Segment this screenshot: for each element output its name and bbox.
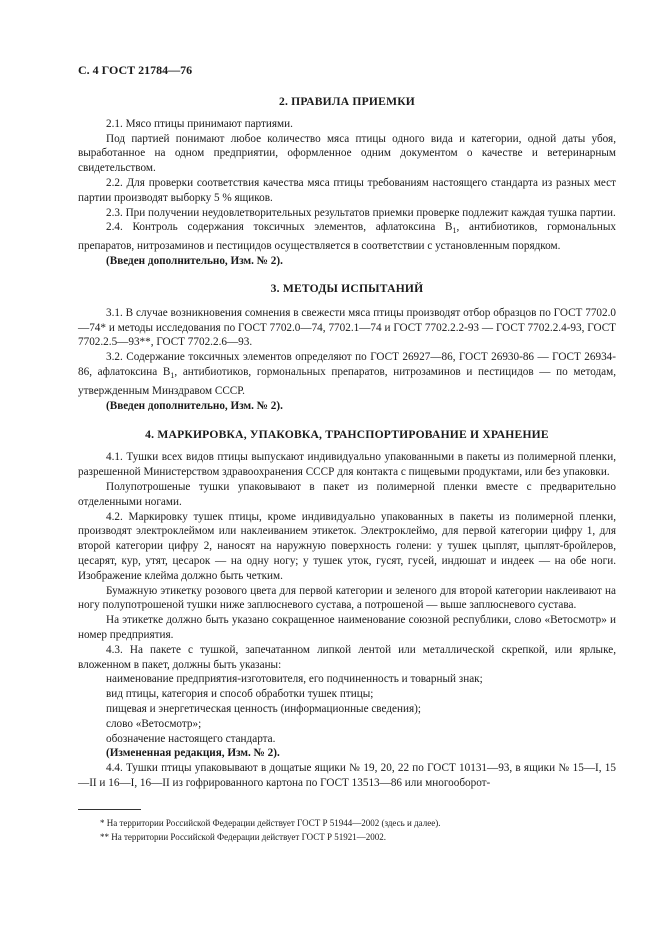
page-body	[78, 94, 616, 791]
paragraph-4-1-b: Полупотрошеные тушки упаковывают в пакет из полимерной пленки вместе с предварительно отделенными ногами.	[78, 481, 616, 508]
section-2-title: 2. ПРАВИЛА ПРИЕМКИ	[278, 95, 416, 108]
section-3-title: 3. МЕТОДЫ ИСПЫТАНИЙ	[270, 282, 424, 295]
edition-note: (Введен дополнительно, Изм. № 2).	[106, 399, 283, 412]
paragraph-4-4: 4.4. Тушки птицы упаковывают в дощатые ящики № 19, 20, 22 по ГОСТ 10131—93, в ящики № 15—I, 15—II и 16—I, 16—II из гофрированного картона по ГОСТ 13513—86 или многооборот-	[78, 762, 616, 789]
footnote-2: ** На территории Российской Федерации действует ГОСТ Р 51921—2002.	[100, 832, 386, 842]
paragraph-4-1: 4.1. Тушки всех видов птицы выпускают индивидуально упакованными в пакеты из полимерной пленки, разрешенной Министерством здравоохранения СССР для контакта с пищевыми продуктами, или без упаковки.	[78, 451, 616, 479]
paragraph-2-2: 2.2. Для проверки соответствия качества мяса птицы требованиям настоящего стандарта из разных мест партии производят выборку 5 % ящиков.	[78, 176, 616, 204]
subscript-1: 1	[170, 371, 175, 381]
paragraph-2-3: 2.3. При получении неудовлетворительных результатов приемки проверке подлежит каждая тушка партии.	[106, 206, 616, 219]
list-item: вид птицы, категория и способ обработки тушек птицы;	[106, 688, 374, 701]
footnote-divider	[78, 809, 141, 810]
paragraph-4-3: 4.3. На пакете с тушкой, запечатанном липкой лентой или металлической скрепкой, или ярлыке, вложенном в пакет, должны быть указаны:	[78, 643, 616, 671]
paragraph-3-1: 3.1. В случае возникновения сомнения в свежести мяса птицы производят отбор образцов по ГОСТ 7702.0—74* и методы исследования по ГОСТ 7702.0—74, 7702.1—74 и ГОСТ 7702.2.2-93 — ГОСТ 7702.2.4-93, ГОСТ 7702.2.5—93**, ГОСТ 7702.2.6—93.	[78, 306, 616, 349]
paragraph-3-2-part-b: , антибиотиков, гормональных препаратов, нитрозаминов и пестицидов — по методам, утвержденным Минздравом СССР.	[78, 365, 616, 398]
page-header: С. 4 ГОСТ 21784—76	[78, 63, 193, 77]
footnote-1: * На территории Российской Федерации действует ГОСТ Р 51944—2002 (здесь и далее).	[100, 818, 441, 828]
list-item: слово «Ветосмотр»;	[106, 717, 202, 730]
paragraph-2-1-def: Под партией понимают любое количество мяса птицы одного вида и категории, одной даты убоя, выработанное на одном предприятии, оформленное одним документом о качестве и ветеринарным свидетельством.	[78, 132, 616, 175]
paragraph-3-2-part-a: 3.2. Содержание токсичных элементов определяют по ГОСТ 26927—86, ГОСТ 26930-86 — ГОСТ 26934-86, афлатоксина B	[78, 351, 616, 378]
paragraph-4-2-c: На этикетке должно быть указано сокращенное наименование союзной республики, слово «Ветосмотр» и номер предприятия.	[78, 614, 616, 641]
paragraph-3-2	[78, 350, 616, 399]
list-item: обозначение настоящего стандарта.	[106, 732, 276, 745]
paragraph-2-4-part-b: , антибиотиков, гормональных препаратов, нитрозаминов и пестицидов осуществляется в соответствии с установленным порядком.	[78, 221, 616, 253]
paragraph-2-4	[78, 220, 616, 254]
section-4-title: 4. МАРКИРОВКА, УПАКОВКА, ТРАНСПОРТИРОВАНИЕ И ХРАНЕНИЕ	[145, 427, 549, 441]
edition-note: (Введен дополнительно, Изм. № 2).	[106, 255, 283, 268]
paragraph-4-2: 4.2. Маркировку тушек птицы, кроме индивидуально упакованных в пакеты из полимерной пленки, производят электроклеймом или наклеиванием этикеток. Электроклеймо, для первой категории цифру 1, для второй категории цифру 2, наносят на наружную поверхность голени: у тушек цыплят, цыплят-бройлеров, цесарят, кур, утят, цесарок — на одну ногу; у тушек уток, гусят, гусей, индюшат и индеек — на обе ноги. Изображение клейма должно быть четким.	[78, 510, 616, 582]
list-item: пищевая и энергетическая ценность (информационные сведения);	[106, 702, 421, 715]
subscript-1: 1	[452, 226, 457, 236]
list-item: наименование предприятия-изготовителя, его подчиненность и товарный знак;	[106, 673, 483, 686]
paragraph-2-1: 2.1. Мясо птицы принимают партиями.	[106, 117, 293, 130]
paragraph-2-4-part-a: 2.4. Контроль содержания токсичных элементов, афлатоксина B	[106, 221, 453, 234]
edition-note: (Измененная редакция, Изм. № 2).	[106, 747, 280, 760]
paragraph-4-2-b: Бумажную этикетку розового цвета для первой категории и зеленого для второй категории наклеивают на ногу полупотрошеной тушки ниже заплюсневого сустава, а потрошеной — выше заплюсневого сустава.	[78, 584, 616, 612]
